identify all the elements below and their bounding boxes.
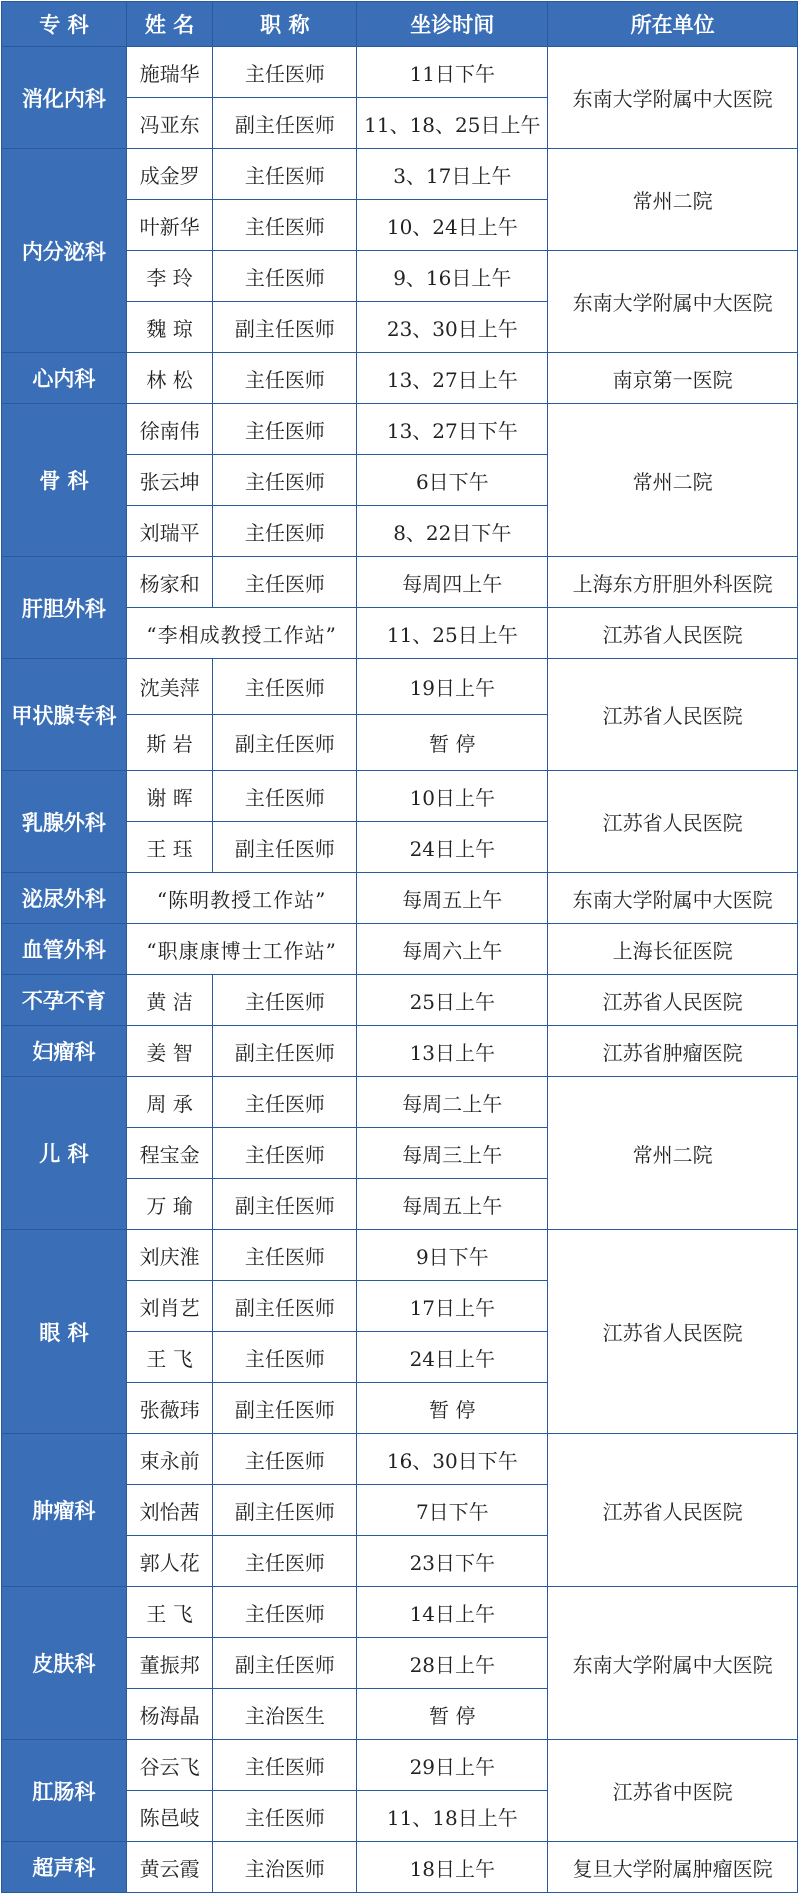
doctor-name-cell: 束永前	[126, 1434, 212, 1485]
doctor-title-cell: 主任医师	[213, 659, 357, 715]
doctor-name-cell: 叶新华	[126, 200, 212, 251]
department-cell: 超声科	[2, 1842, 127, 1893]
table-row	[2, 659, 798, 715]
doctor-name-cell: 王 珏	[126, 822, 212, 873]
table-row	[2, 47, 798, 98]
hospital-cell: 东南大学附属中大医院	[548, 873, 798, 924]
clinic-time-cell: 7日下午	[357, 1485, 548, 1536]
department-cell: 妇瘤科	[2, 1026, 127, 1077]
doctor-name-cell: 谷云飞	[126, 1740, 212, 1791]
clinic-time-cell: 13日上午	[357, 1026, 548, 1077]
doctor-name-cell: 杨家和	[126, 557, 212, 608]
table-row	[2, 1230, 798, 1281]
hospital-cell: 东南大学附属中大医院	[548, 251, 798, 353]
doctor-name-cell: 周 承	[126, 1077, 212, 1128]
clinic-time-cell: 19日上午	[357, 659, 548, 715]
doctor-name-cell: 王 飞	[126, 1587, 212, 1638]
clinic-time-cell: 9日下午	[357, 1230, 548, 1281]
hospital-cell: 上海长征医院	[548, 924, 798, 975]
department-cell: 骨 科	[2, 404, 127, 557]
clinic-time-cell: 11、25日上午	[357, 608, 548, 659]
clinic-time-cell: 每周二上午	[357, 1077, 548, 1128]
clinic-time-cell: 23、30日上午	[357, 302, 548, 353]
clinic-time-cell: 3、17日上午	[357, 149, 548, 200]
doctor-title-cell: 主任医师	[213, 1587, 357, 1638]
hospital-cell: 上海东方肝胆外科医院	[548, 557, 798, 608]
clinic-time-cell: 18日上午	[357, 1842, 548, 1893]
doctor-title-cell: 主任医师	[213, 1230, 357, 1281]
department-cell: 肛肠科	[2, 1740, 127, 1842]
clinic-time-cell: 25日上午	[357, 975, 548, 1026]
clinic-time-cell: 每周六上午	[357, 924, 548, 975]
hospital-cell: 东南大学附属中大医院	[548, 47, 798, 149]
hospital-cell: 江苏省人民医院	[548, 659, 798, 771]
department-cell: 甲状腺专科	[2, 659, 127, 771]
department-cell: 心内科	[2, 353, 127, 404]
clinic-time-cell: 16、30日下午	[357, 1434, 548, 1485]
workstation-cell: “陈明教授工作站”	[126, 873, 357, 924]
doctor-title-cell: 主任医师	[213, 771, 357, 822]
table-row	[2, 149, 798, 200]
doctor-name-cell: 张云坤	[126, 455, 212, 506]
clinic-schedule-table	[1, 1, 798, 1893]
clinic-time-cell: 每周五上午	[357, 1179, 548, 1230]
clinic-time-cell: 每周三上午	[357, 1128, 548, 1179]
doctor-title-cell: 副主任医师	[213, 302, 357, 353]
table-body	[2, 47, 798, 1893]
doctor-title-cell: 主任医师	[213, 1791, 357, 1842]
doctor-title-cell: 主任医师	[213, 353, 357, 404]
department-cell: 乳腺外科	[2, 771, 127, 873]
doctor-name-cell: 刘庆淮	[126, 1230, 212, 1281]
doctor-title-cell: 主任医师	[213, 1434, 357, 1485]
clinic-time-cell: 每周四上午	[357, 557, 548, 608]
doctor-name-cell: 刘瑞平	[126, 506, 212, 557]
table-row	[2, 1587, 798, 1638]
hospital-cell: 江苏省肿瘤医院	[548, 1026, 798, 1077]
clinic-time-cell: 24日上午	[357, 1332, 548, 1383]
clinic-time-cell: 6日下午	[357, 455, 548, 506]
table-row	[2, 404, 798, 455]
clinic-time-cell: 11日下午	[357, 47, 548, 98]
doctor-title-cell: 副主任医师	[213, 715, 357, 771]
clinic-time-cell: 10、24日上午	[357, 200, 548, 251]
doctor-title-cell: 主任医师	[213, 455, 357, 506]
clinic-time-cell: 10日上午	[357, 771, 548, 822]
table-row	[2, 975, 798, 1026]
doctor-title-cell: 副主任医师	[213, 1026, 357, 1077]
clinic-time-cell: 13、27日下午	[357, 404, 548, 455]
doctor-name-cell: 徐南伟	[126, 404, 212, 455]
table-row	[2, 1026, 798, 1077]
doctor-name-cell: 林 松	[126, 353, 212, 404]
doctor-name-cell: 张薇玮	[126, 1383, 212, 1434]
table-row	[2, 771, 798, 822]
doctor-name-cell: 冯亚东	[126, 98, 212, 149]
hospital-cell: 东南大学附属中大医院	[548, 1587, 798, 1740]
header-department: 专 科	[2, 2, 127, 47]
hospital-cell: 江苏省人民医院	[548, 608, 798, 659]
doctor-title-cell: 主任医师	[213, 1128, 357, 1179]
doctor-name-cell: 黄 洁	[126, 975, 212, 1026]
table-row	[2, 353, 798, 404]
hospital-cell: 江苏省人民医院	[548, 771, 798, 873]
hospital-cell: 复旦大学附属肿瘤医院	[548, 1842, 798, 1893]
doctor-title-cell: 主任医师	[213, 149, 357, 200]
clinic-time-cell: 13、27日上午	[357, 353, 548, 404]
clinic-time-cell: 9、16日上午	[357, 251, 548, 302]
doctor-title-cell: 主任医师	[213, 200, 357, 251]
doctor-name-cell: 黄云霞	[126, 1842, 212, 1893]
header-clinic-time: 坐诊时间	[357, 2, 548, 47]
doctor-title-cell: 副主任医师	[213, 1638, 357, 1689]
department-cell: 眼 科	[2, 1230, 127, 1434]
doctor-name-cell: 王 飞	[126, 1332, 212, 1383]
clinic-time-cell: 11、18、25日上午	[357, 98, 548, 149]
doctor-title-cell: 主任医师	[213, 975, 357, 1026]
clinic-time-cell: 29日上午	[357, 1740, 548, 1791]
doctor-title-cell: 副主任医师	[213, 1281, 357, 1332]
department-cell: 肿瘤科	[2, 1434, 127, 1587]
department-cell: 儿 科	[2, 1077, 127, 1230]
doctor-name-cell: 姜 智	[126, 1026, 212, 1077]
doctor-name-cell: 李 玲	[126, 251, 212, 302]
clinic-time-cell: 17日上午	[357, 1281, 548, 1332]
doctor-name-cell: 成金罗	[126, 149, 212, 200]
doctor-name-cell: 杨海晶	[126, 1689, 212, 1740]
clinic-time-cell: 11、18日上午	[357, 1791, 548, 1842]
doctor-title-cell: 主任医师	[213, 47, 357, 98]
header-hospital: 所在单位	[548, 2, 798, 47]
doctor-title-cell: 主任医师	[213, 1077, 357, 1128]
table-row	[2, 1740, 798, 1791]
doctor-title-cell: 主任医师	[213, 1332, 357, 1383]
clinic-time-cell: 每周五上午	[357, 873, 548, 924]
doctor-title-cell: 主任医师	[213, 506, 357, 557]
table-row	[2, 924, 798, 975]
department-cell: 血管外科	[2, 924, 127, 975]
header-title: 职 称	[213, 2, 357, 47]
clinic-time-cell: 8、22日下午	[357, 506, 548, 557]
doctor-title-cell: 主治医生	[213, 1689, 357, 1740]
doctor-name-cell: 刘怡茜	[126, 1485, 212, 1536]
table-row	[2, 873, 798, 924]
workstation-cell: “职康康博士工作站”	[126, 924, 357, 975]
doctor-name-cell: 魏 琼	[126, 302, 212, 353]
department-cell: 不孕不育	[2, 975, 127, 1026]
table-header	[2, 2, 798, 47]
doctor-title-cell: 主任医师	[213, 251, 357, 302]
hospital-cell: 江苏省人民医院	[548, 975, 798, 1026]
clinic-time-cell: 23日下午	[357, 1536, 548, 1587]
doctor-title-cell: 主治医师	[213, 1842, 357, 1893]
hospital-cell: 常州二院	[548, 149, 798, 251]
doctor-name-cell: 程宝金	[126, 1128, 212, 1179]
table-row	[2, 557, 798, 608]
doctor-name-cell: 谢 晖	[126, 771, 212, 822]
workstation-cell: “李相成教授工作站”	[126, 608, 357, 659]
clinic-time-cell: 14日上午	[357, 1587, 548, 1638]
doctor-title-cell: 副主任医师	[213, 98, 357, 149]
table-row	[2, 1077, 798, 1128]
hospital-cell: 江苏省人民医院	[548, 1230, 798, 1434]
doctor-title-cell: 副主任医师	[213, 1383, 357, 1434]
department-cell: 泌尿外科	[2, 873, 127, 924]
header-row	[2, 2, 798, 47]
doctor-name-cell: 陈邑岐	[126, 1791, 212, 1842]
doctor-title-cell: 主任医师	[213, 404, 357, 455]
header-doctor-name: 姓 名	[126, 2, 212, 47]
table-row	[2, 1842, 798, 1893]
hospital-cell: 江苏省中医院	[548, 1740, 798, 1842]
doctor-title-cell: 副主任医师	[213, 822, 357, 873]
department-cell: 肝胆外科	[2, 557, 127, 659]
clinic-time-cell: 24日上午	[357, 822, 548, 873]
clinic-time-cell: 暂 停	[357, 1689, 548, 1740]
doctor-name-cell: 刘肖艺	[126, 1281, 212, 1332]
department-cell: 内分泌科	[2, 149, 127, 353]
table-row	[2, 1434, 798, 1485]
clinic-time-cell: 28日上午	[357, 1638, 548, 1689]
department-cell: 消化内科	[2, 47, 127, 149]
doctor-title-cell: 主任医师	[213, 1536, 357, 1587]
doctor-name-cell: 斯 岩	[126, 715, 212, 771]
doctor-title-cell: 副主任医师	[213, 1179, 357, 1230]
doctor-name-cell: 万 瑜	[126, 1179, 212, 1230]
department-cell: 皮肤科	[2, 1587, 127, 1740]
doctor-title-cell: 副主任医师	[213, 1485, 357, 1536]
doctor-title-cell: 主任医师	[213, 557, 357, 608]
doctor-title-cell: 主任医师	[213, 1740, 357, 1791]
doctor-name-cell: 沈美萍	[126, 659, 212, 715]
hospital-cell: 南京第一医院	[548, 353, 798, 404]
hospital-cell: 常州二院	[548, 404, 798, 557]
doctor-name-cell: 施瑞华	[126, 47, 212, 98]
hospital-cell: 常州二院	[548, 1077, 798, 1230]
doctor-name-cell: 董振邦	[126, 1638, 212, 1689]
clinic-time-cell: 暂 停	[357, 715, 548, 771]
hospital-cell: 江苏省人民医院	[548, 1434, 798, 1587]
doctor-name-cell: 郭人花	[126, 1536, 212, 1587]
clinic-time-cell: 暂 停	[357, 1383, 548, 1434]
